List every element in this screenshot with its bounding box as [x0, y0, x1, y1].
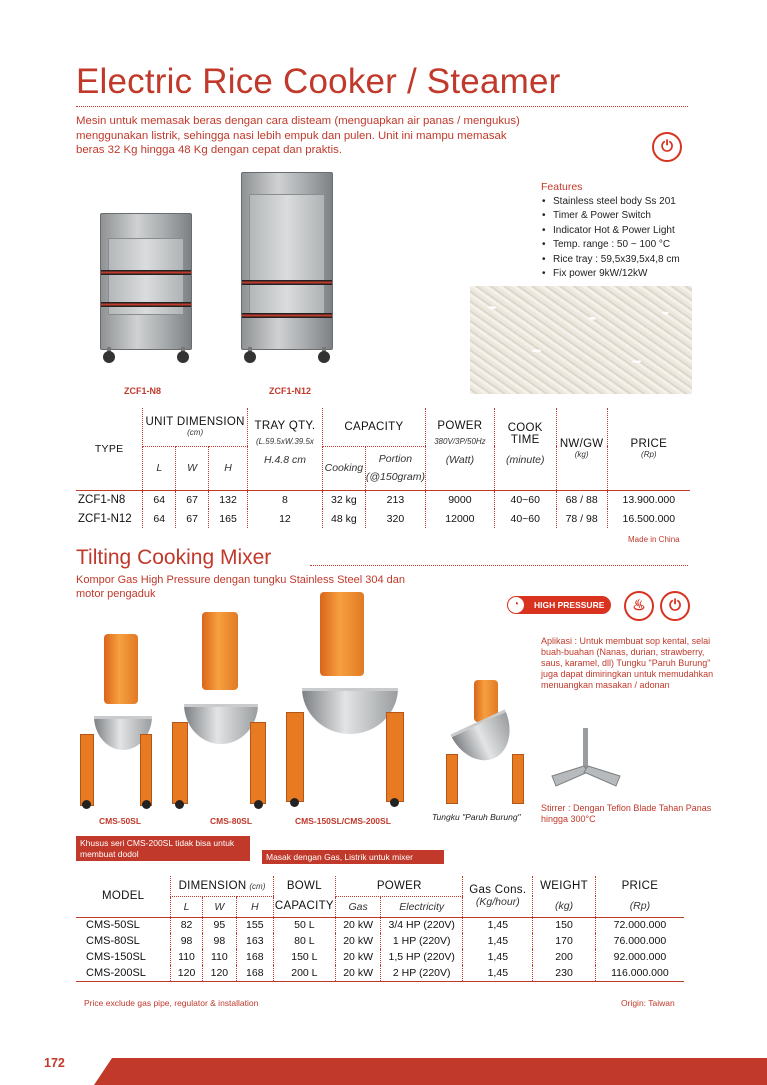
col-power: POWER	[336, 876, 463, 896]
col-model: MODEL	[101, 890, 145, 903]
tungku-paruh-burung-image	[444, 680, 530, 808]
col-bowl: BOWL	[273, 876, 336, 896]
col-gas-cons-sub: (Kg/hour)	[463, 896, 533, 917]
caption-cms-80sl: CMS-80SL	[210, 816, 253, 826]
col-power: POWER 380V/3P/50Hz	[425, 408, 494, 446]
feature-item: • Fix power 9kW/12kW	[541, 267, 741, 282]
col-capacity: CAPACITY	[273, 896, 336, 917]
made-in-label: Made in China	[628, 535, 680, 544]
col-price-sub: (Rp)	[595, 896, 684, 917]
feature-item: • Stainless steel body Ss 201	[541, 195, 741, 210]
col-weight: WEIGHT	[533, 876, 596, 896]
feature-item: • Indicator Hot & Power Light	[541, 224, 741, 239]
col-capacity: CAPACITY	[322, 408, 425, 446]
col-unit-dimension: UNIT DIMENSION (cm)	[143, 408, 248, 446]
caption-zcf1-n8: ZCF1-N8	[124, 386, 162, 396]
cooked-rice-photo	[470, 286, 692, 394]
col-w: W	[176, 446, 209, 490]
table-row: ZCF1-N8 64 67 132 8 32 kg 213 9000 40~60 68 / 88 13.900.000	[76, 490, 690, 509]
col-tray-sub: H.4.8 cm	[248, 446, 323, 490]
origin-label: Origin: Taiwan	[621, 998, 675, 1008]
col-l: L	[143, 446, 176, 490]
features-list	[541, 180, 741, 282]
price-note: Price exclude gas pipe, regulator & installation	[84, 998, 259, 1008]
col-nwgw: NW/GW (kg)	[556, 408, 607, 490]
table-row: ZCF1-N12 64 67 165 12 48 kg 320 12000 40~60 78 / 98 16.500.000	[76, 509, 690, 528]
page-number: 172	[44, 1056, 65, 1070]
col-h: H	[209, 446, 248, 490]
steamer-zcf1-n12-image	[241, 172, 333, 350]
steamer-zcf1-n8-image	[100, 213, 192, 350]
title-divider	[76, 106, 688, 107]
application-text: Aplikasi : Untuk membuat sop kental, selai buah-buahan (Nanas, durian, strawberry, saus, karamel, dll) Tungku "Paruh Burung" juga dapat dimiringkan untuk memudahkan menuangkan masakan / adonan	[541, 636, 714, 690]
section-title-mixer: Tilting Cooking Mixer	[76, 546, 272, 569]
features-title: Features	[541, 181, 583, 193]
mixer-intro: Kompor Gas High Pressure dengan tungku Stainless Steel 304 dan motor pengaduk	[76, 574, 405, 600]
feature-item: • Rice tray : 59,5x39,5x4,8 cm	[541, 253, 741, 268]
note-gas-electric: Masak dengan Gas, Listrik untuk mixer	[262, 850, 444, 864]
col-w: W	[202, 896, 236, 917]
table-row: CMS-80SL 98 98 163 80 L 20 kW 1 HP (220V) 1,45 170 76.000.000	[76, 933, 684, 949]
col-l: L	[171, 896, 202, 917]
caption-tungku: Tungku "Paruh Burung"	[432, 812, 521, 822]
rice-cooker-intro: Mesin untuk memasak beras dengan cara disteam (menguapkan air panas / mengukus) menggunakan listrik, sehingga nasi lebih empuk dan pulen. Unit ini mampu memasak beras 32 Kg hingga 48 Kg dengan cepat dan praktis.	[76, 115, 520, 156]
feature-item: • Timer & Power Switch	[541, 209, 741, 224]
col-weight-sub: (kg)	[533, 896, 596, 917]
caption-cms-150sl-200sl: CMS-150SL/CMS-200SL	[295, 816, 391, 826]
col-type: TYPE	[94, 442, 124, 455]
col-cooking: Cooking	[322, 446, 365, 490]
mixer-cms-80sl-image	[172, 612, 272, 812]
rice-cooker-spec-table	[76, 408, 690, 528]
flame-icon: ♨	[624, 591, 654, 621]
electric-plug-icon: ⏻	[660, 591, 690, 621]
col-gas: Gas	[336, 896, 381, 917]
col-power-sub: (Watt)	[425, 446, 494, 490]
note-cms-200sl: Khusus seri CMS-200SL tidak bisa untuk membuat dodol	[76, 836, 250, 861]
table-row: CMS-50SL 82 95 155 50 L 20 kW 3/4 HP (220V) 1,45 150 72.000.000	[76, 917, 684, 933]
mixer-cms-150sl-image	[286, 592, 411, 810]
table-row: CMS-200SL 120 120 168 200 L 20 kW 2 HP (220V) 1,45 230 116.000.000	[76, 965, 684, 981]
col-tray-qty: TRAY QTY. (L.59.5xW.39.5x	[248, 408, 323, 446]
table-row: CMS-150SL 110 110 168 150 L 20 kW 1,5 HP (220V) 1,45 200 92.000.000	[76, 949, 684, 965]
high-pressure-icon: ◔	[508, 597, 524, 613]
col-electricity: Electricity	[381, 896, 463, 917]
caption-cms-50sl: CMS-50SL	[99, 816, 142, 826]
mixer-cms-50sl-image	[80, 634, 170, 812]
col-portion: Portion (@150gram)	[365, 446, 425, 490]
electric-plug-icon: ⏻	[652, 132, 682, 162]
high-pressure-badge	[507, 596, 611, 614]
col-price: PRICE (Rp)	[607, 408, 690, 490]
col-time-sub: (minute)	[494, 446, 556, 490]
section-title-rice-cooker: Electric Rice Cooker / Steamer	[76, 62, 561, 101]
col-gas-cons: Gas Cons.	[463, 876, 533, 896]
col-cook-time: COOK TIME	[494, 408, 556, 446]
title-divider	[310, 565, 688, 566]
mixer-spec-table	[76, 876, 684, 982]
feature-item: • Temp. range : 50 ~ 100 °C	[541, 238, 741, 253]
col-h: H	[237, 896, 273, 917]
badge-label: HIGH PRESSURE	[534, 600, 605, 610]
footer-bar	[94, 1058, 767, 1085]
caption-zcf1-n12: ZCF1-N12	[269, 386, 312, 396]
stirrer-blade-image	[548, 728, 624, 794]
col-dimension: DIMENSION (cm)	[171, 876, 273, 896]
col-price: PRICE	[595, 876, 684, 896]
stirrer-text: Stirrer : Dengan Teflon Blade Tahan Panas hingga 300°C	[541, 803, 712, 824]
